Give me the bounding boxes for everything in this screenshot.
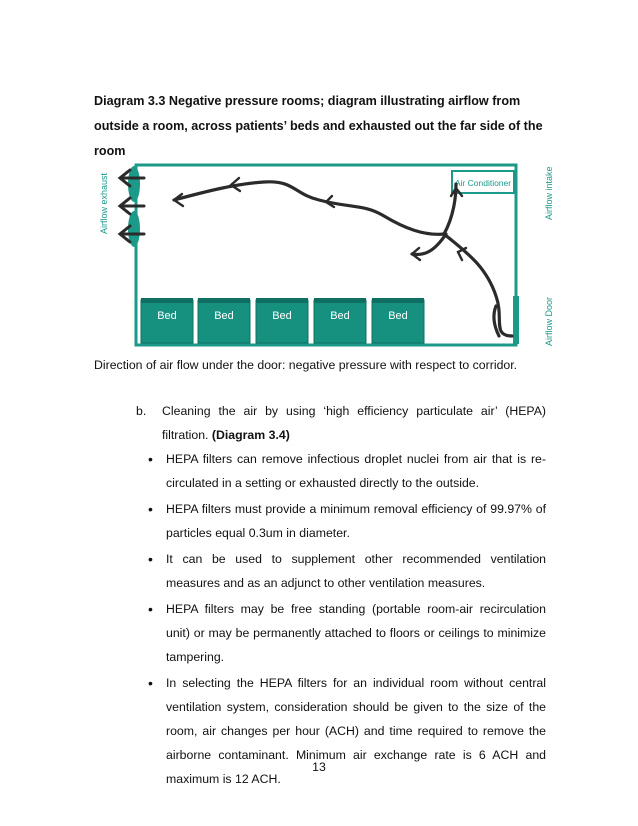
bed	[256, 298, 308, 343]
airflow-exhaust-label: Airflow exhaust	[99, 172, 109, 234]
bullet-text: In selecting the HEPA filters for an individual room without central ventilation system, consideration should be given to the size of the room, air changes per hour (ACH) and time required to remove the airborne contaminant. Minimum air exchange rate is 6 ACH and maximum is 12 ACH.	[166, 676, 546, 786]
section-lead-text	[162, 399, 546, 447]
list-item	[148, 547, 546, 595]
section-lead	[136, 399, 546, 447]
beds-row	[141, 298, 424, 343]
hepa-bullet-list	[136, 447, 546, 791]
airflow-door-label: Airflow Door	[544, 296, 554, 346]
bed	[141, 298, 193, 343]
negative-pressure-room-diagram	[94, 156, 564, 354]
airflow-direction-text: Direction of air flow under the door: negative pressure with respect to corridor.	[94, 358, 518, 372]
bullet-text: HEPA filters may be free standing (portable room-air recirculation unit) or may be permanently attached to floors or ceilings to minimize tampering.	[166, 602, 546, 664]
bullet-icon: •	[148, 675, 153, 691]
bed-label: Bed	[330, 310, 350, 322]
section-marker: b.	[136, 404, 147, 418]
bed	[372, 298, 424, 343]
bullet-icon: •	[148, 551, 153, 567]
list-item	[148, 497, 546, 545]
list-item	[148, 597, 546, 669]
bullet-icon: •	[148, 601, 153, 617]
bullet-icon: •	[148, 451, 153, 467]
air-conditioner-label: Air Conditioner	[454, 178, 512, 188]
bed-label: Bed	[388, 310, 408, 322]
airflow-intake-label: Airflow intake	[544, 166, 554, 220]
diagram-caption: Diagram 3.3 Negative pressure rooms; diagram illustrating airflow from outside a room, across patients’ beds and exhausted out the far side of the room	[94, 94, 543, 158]
list-item	[148, 447, 546, 495]
bed-label: Bed	[272, 310, 292, 322]
bed-label: Bed	[157, 310, 177, 322]
bed	[198, 298, 250, 343]
bullet-text: HEPA filters must provide a minimum removal efficiency of 99.97% of particles equal 0.3um in diameter.	[166, 502, 546, 540]
bed-label: Bed	[214, 310, 234, 322]
bullet-icon: •	[148, 501, 153, 517]
hepa-section	[136, 399, 546, 793]
bed	[314, 298, 366, 343]
door	[513, 296, 519, 344]
bullet-text: HEPA filters can remove infectious droplet nuclei from air that is re-circulated in a setting or exhausted directly to the outside.	[166, 452, 546, 490]
page-number: 13	[312, 760, 326, 774]
bullet-text: It can be used to supplement other recommended ventilation measures and as an adjunct to other ventilation measures.	[166, 552, 546, 590]
lead-diagram-ref: (Diagram 3.4)	[211, 428, 290, 442]
lead-sentence: Cleaning the air by using ‘high efficiency particulate air’ (HEPA) filtration.	[162, 404, 546, 442]
